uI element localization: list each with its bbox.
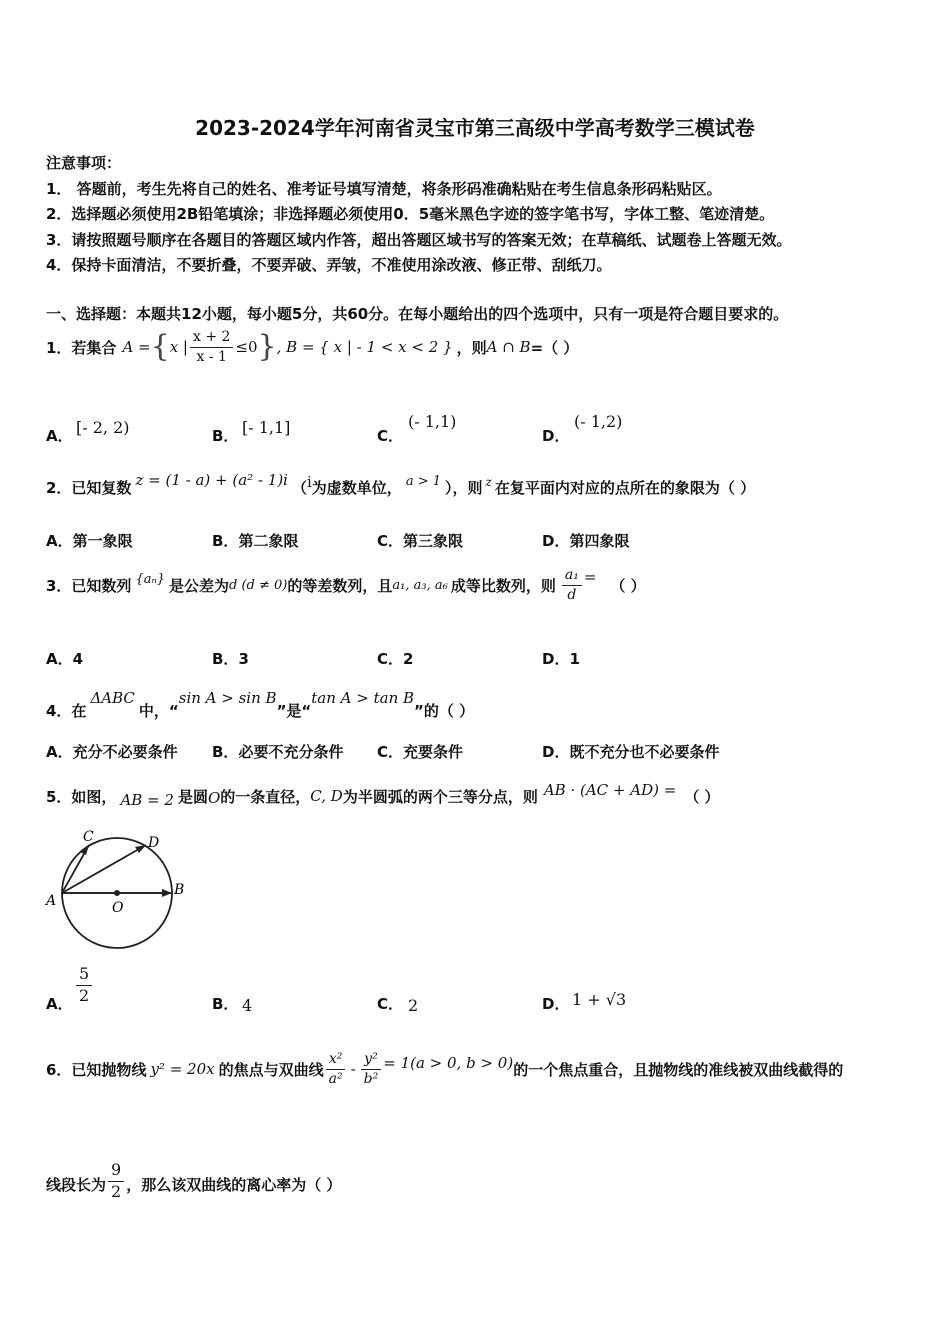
- q2-tail: 在复平面内对应的点所在的象限为（ ）: [494, 479, 756, 497]
- q3-option-c: C．2: [377, 650, 414, 668]
- q6-length-num: 9: [108, 1162, 124, 1182]
- q3-tail: （ ）: [610, 576, 646, 595]
- q2-mid1: （: [291, 479, 307, 497]
- q4-option-d: D．既不充分也不必要条件: [542, 743, 720, 761]
- q2-option-b: B．第二象限: [212, 532, 299, 550]
- q4-tail: ”的（ ）: [414, 701, 475, 720]
- q1-tail: =（ ）: [530, 338, 579, 357]
- q2-i: i: [306, 472, 312, 491]
- label-a: A: [46, 893, 57, 909]
- q5-cd: C, D: [310, 787, 343, 805]
- q3-option-b: B．3: [212, 650, 249, 668]
- q3-fraction: [562, 568, 582, 602]
- q4-tri: ΔABC: [90, 689, 135, 707]
- q1-expr: A ∩ B: [486, 338, 531, 357]
- center-point: [114, 890, 120, 896]
- q5-option-a-num: 5: [76, 966, 92, 986]
- q6-prefix: 6．已知抛物线: [46, 1060, 147, 1079]
- q1-setA-left: A =: [122, 338, 151, 357]
- q6-frac-1-den: a²: [328, 1070, 343, 1087]
- q5-option-b-label: B．: [212, 995, 239, 1013]
- q6-line2-prefix: 线段长为: [46, 1175, 107, 1194]
- q5-option-c: 2: [408, 996, 419, 1015]
- q3-frac-den: d: [567, 586, 577, 603]
- q1-frac-den: x - 1: [196, 348, 227, 365]
- q5-o: O: [207, 789, 221, 807]
- q3-mid2: 的等差数列，且: [287, 576, 393, 595]
- label-o: O: [112, 900, 124, 916]
- q6-mid1: 的焦点与双曲线: [218, 1060, 324, 1079]
- q6-frac-1: [326, 1052, 346, 1086]
- q2-mid2: 为虚数单位，: [311, 479, 402, 497]
- q5-option-d: 1 + √3: [572, 990, 627, 1009]
- q5-option-c-label: C．: [377, 995, 404, 1013]
- q6-minus: -: [350, 1060, 356, 1079]
- q5-prefix: 5．如图，: [46, 787, 117, 806]
- q5-option-b: 4: [242, 996, 253, 1015]
- vector-ab-arrowhead: [162, 889, 172, 897]
- q5-expr: AB · (AC + AD) =: [543, 781, 677, 799]
- q6-frac-2-num: y²: [361, 1052, 381, 1070]
- q6-tail1: 的一个焦点重合，且抛物线的准线被双曲线截得的: [513, 1060, 844, 1079]
- page-title: 2023-2024学年河南省灵宝市第三高级中学高考数学三模试卷: [195, 116, 755, 140]
- q1-option-b-label: B．: [212, 427, 239, 445]
- q3-seq: {aₙ}: [135, 571, 166, 587]
- q5-mid1: 是圆: [177, 787, 208, 806]
- q1-option-a-label: A．: [46, 427, 73, 445]
- q2-prefix: 2．已知复数: [46, 479, 132, 497]
- q4-mid2: ”是“: [276, 701, 312, 720]
- q1-then: ，则: [456, 338, 487, 357]
- question-4: [46, 680, 474, 720]
- vector-ad-arrowhead: [135, 845, 146, 853]
- q3-option-d: D．1: [542, 650, 580, 668]
- q3-mid3: 成等比数列，则: [450, 576, 556, 595]
- q3-terms: a₁, a₃, a₆: [392, 577, 448, 593]
- q4-option-b: B．必要不充分条件: [212, 743, 344, 761]
- q1-option-b: [- 1,1]: [242, 418, 291, 437]
- q1-brace-close: }: [257, 329, 277, 365]
- q6-tail2: ，那么该双曲线的离心率为（ ）: [126, 1175, 342, 1194]
- q5-option-a-label: A．: [46, 995, 73, 1013]
- q1-frac-num: x + 2: [190, 330, 233, 348]
- q5-option-a: [76, 966, 92, 1005]
- q4-option-c: C．充要条件: [377, 743, 464, 761]
- q3-frac-num: a₁: [562, 568, 582, 586]
- q4-prefix: 4．在: [46, 701, 87, 720]
- q1-option-d-label: D．: [542, 427, 570, 445]
- notice-item: 3．请按照题号顺序在各题目的答题区域内作答，超出答题区域书写的答案无效；在草稿纸、试题卷上答题无效。: [46, 231, 792, 249]
- label-d: D: [148, 835, 160, 851]
- notice-item: 4．保持卡面清洁，不要折叠，不要弄破、弄皱，不准使用涂改液、修正带、刮纸刀。: [46, 256, 612, 274]
- q6-parabola: y² = 20x: [150, 1060, 215, 1079]
- question-6: [46, 1052, 843, 1086]
- q6-rhs: = 1(a > 0, b > 0): [383, 1054, 514, 1073]
- notice-heading: 注意事项：: [46, 154, 122, 172]
- q4-cond1: sin A > sin B: [178, 689, 277, 707]
- q3-mid1: 是公差为: [169, 576, 230, 595]
- q2-option-a: A．第一象限: [46, 532, 133, 550]
- q6-length-den: 2: [111, 1181, 122, 1201]
- q5-mid2: 的一条直径，: [220, 787, 311, 806]
- q4-option-a: A．充分不必要条件: [46, 743, 178, 761]
- q2-option-c: C．第三象限: [377, 532, 464, 550]
- question-5: [46, 778, 720, 814]
- q3-d: d (d ≠ 0): [229, 577, 288, 593]
- q1-option-c-label: C．: [377, 427, 404, 445]
- q4-mid1: 中，“: [138, 701, 179, 720]
- q1-option-a: [- 2, 2): [76, 418, 130, 437]
- q2-option-d: D．第四象限: [542, 532, 630, 550]
- q3-prefix: 3．已知数列: [46, 576, 132, 595]
- question-3: [46, 568, 646, 602]
- q6-frac-2-den: b²: [363, 1070, 379, 1087]
- q6-frac-2: [361, 1052, 382, 1086]
- question-6-line-2: [46, 1162, 341, 1201]
- question-2: [46, 470, 756, 498]
- q3-eq: =: [583, 568, 597, 587]
- q6-frac-1-num: x²: [326, 1052, 346, 1070]
- q1-setB: , B = { x | - 1 < x < 2 }: [276, 338, 453, 357]
- q1-option-d: (- 1,2): [574, 412, 623, 431]
- q2-cond: a > 1: [405, 474, 441, 489]
- q1-brace-open: {: [150, 329, 170, 365]
- question-1: [46, 330, 578, 364]
- label-b: B: [174, 882, 185, 898]
- section-heading: 一、选择题：本题共12小题，每小题5分，共60分。在每小题给出的四个选项中，只有一项是符合题目要求的。: [46, 305, 789, 323]
- q5-tail: （ ）: [684, 787, 720, 806]
- q1-setA-right: ≤0: [235, 338, 258, 357]
- q5-mid3: 为半圆弧的两个三等分点，则: [342, 787, 538, 806]
- q5-ab: AB = 2: [120, 791, 174, 809]
- q6-length-fraction: [108, 1162, 124, 1201]
- q1-fraction: [190, 330, 233, 364]
- q5-option-d-label: D．: [542, 995, 570, 1013]
- q5-circle-figure: [40, 822, 200, 962]
- q1-prefix: 1．若集合: [46, 338, 117, 357]
- notice-item: 1． 答题前，考生先将自己的姓名、准考证号填写清楚，将条形码准确粘贴在考生信息条形码粘贴区。: [46, 180, 722, 198]
- q1-option-c: (- 1,1): [408, 412, 457, 431]
- q1-setA-var: x |: [169, 338, 188, 357]
- q3-option-a: A．4: [46, 650, 84, 668]
- q4-cond2: tan A > tan B: [311, 689, 415, 707]
- q2-z: z: [485, 474, 492, 489]
- label-c: C: [83, 829, 94, 845]
- q2-expr: z = (1 - a) + (a² - 1)i: [135, 470, 288, 489]
- q2-mid3: ），则: [445, 479, 483, 497]
- q5-option-a-den: 2: [79, 985, 90, 1005]
- notice-item: 2．选择题必须使用2B铅笔填涂；非选择题必须使用0．5毫米黑色字迹的签字笔书写，字体工整、笔迹清楚。: [46, 205, 775, 223]
